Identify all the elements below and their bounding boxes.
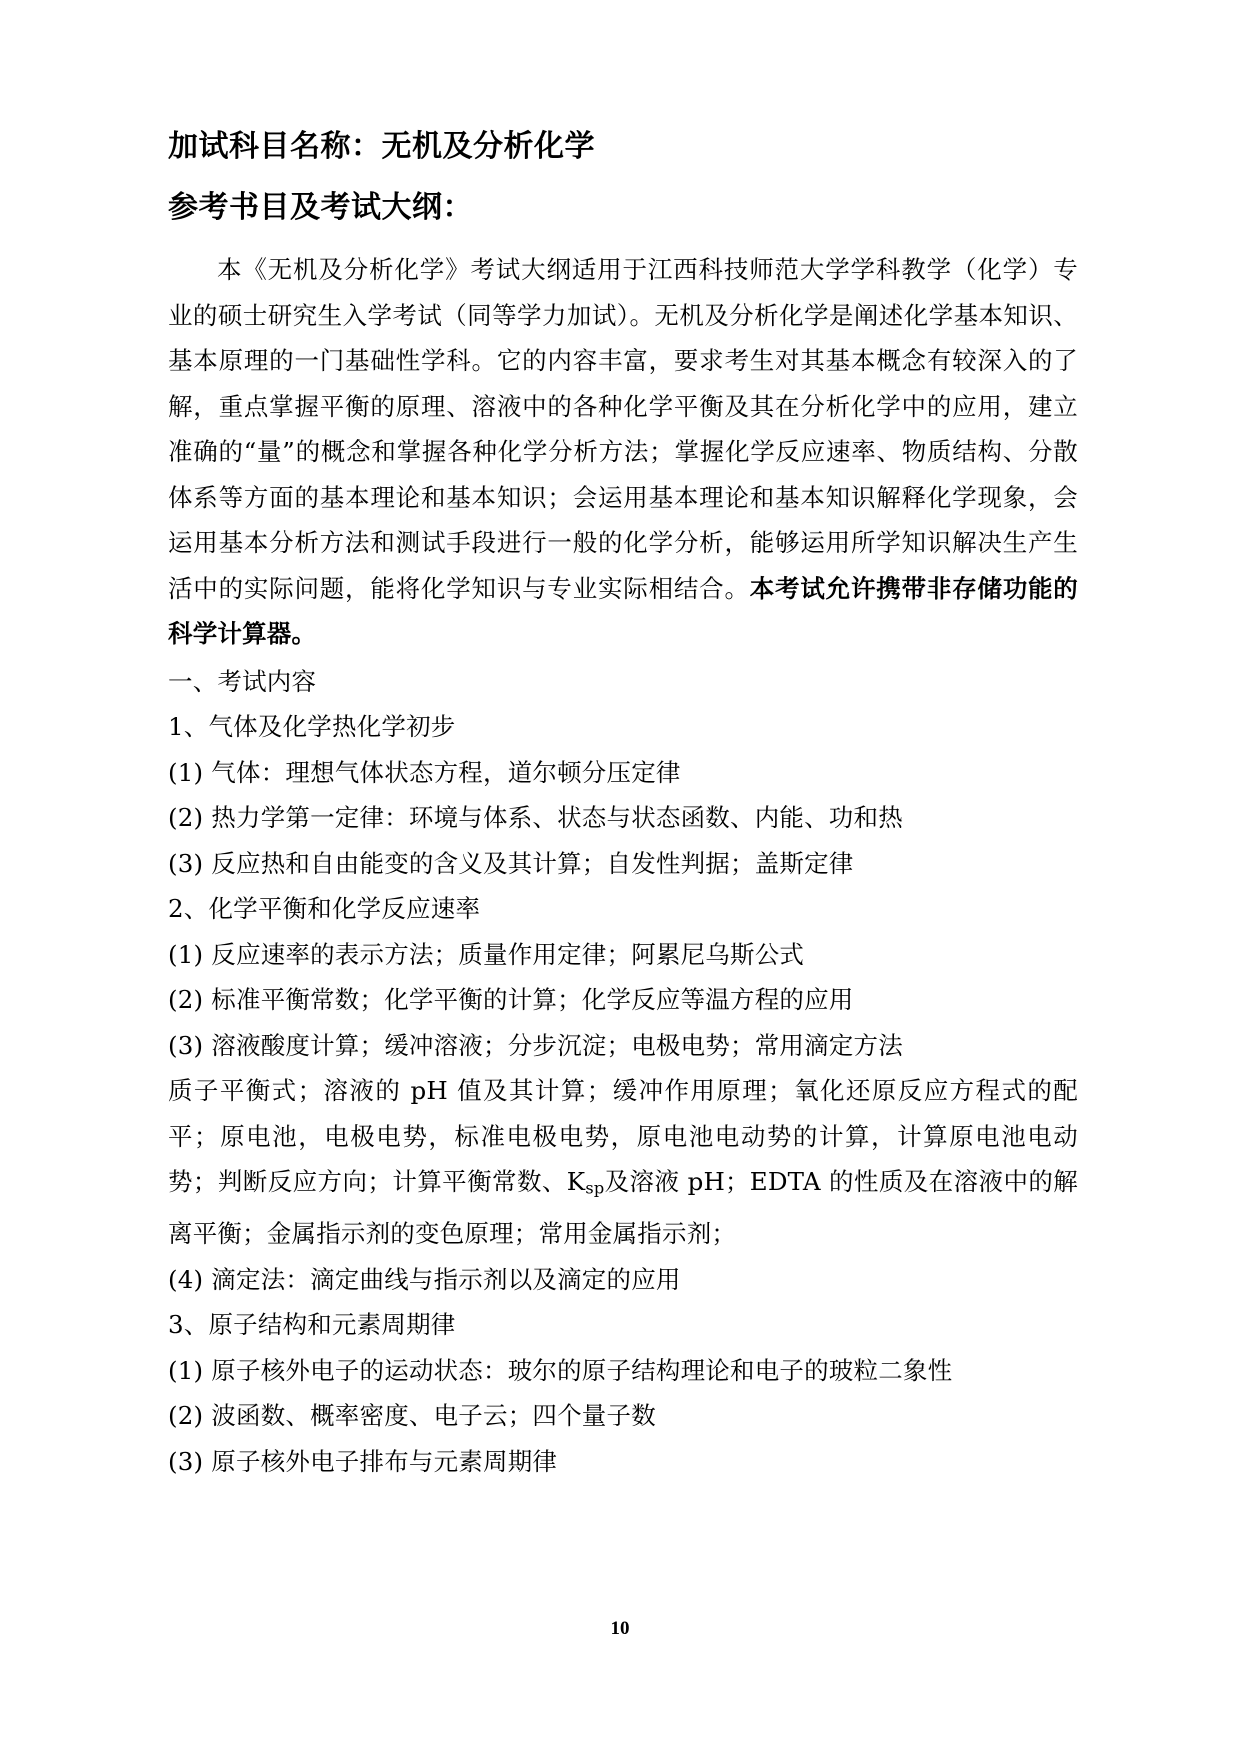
topic-2-item-1: (1) 反应速率的表示方法；质量作用定律；阿累尼乌斯公式 [168, 939, 805, 969]
topic-3-item-1: (1) 原子核外电子的运动状态：玻尔的原子结构理论和电子的玻粒二象性 [168, 1355, 953, 1385]
topic-2-item-2: (2) 标准平衡常数；化学平衡的计算；化学反应等温方程的应用 [168, 985, 854, 1014]
document-content [168, 124, 1078, 1484]
reference-heading: 参考书目及考试大纲： [168, 189, 473, 225]
topic-3-item-3: (3) 原子核外电子排布与元素周期律 [168, 1446, 558, 1476]
topic-2-item-3: (3) 溶液酸度计算；缓冲溶液；分步沉淀；电极电势；常用滴定方法 [168, 1030, 903, 1060]
topic-3-item-2: (2) 波函数、概率密度、电子云；四个量子数 [168, 1401, 656, 1431]
continuation-text-after: 及溶液 pH；EDTA 的性质及在溶液中的解离平衡；金属指示剂的变色原理；常用金属指示剂； [168, 1167, 1079, 1249]
topic-1-title: 1、气体及化学热化学初步 [168, 712, 456, 741]
topic-2-continuation [168, 1068, 1078, 1257]
intro-paragraph [168, 247, 1078, 657]
topic-1-item-2: (2) 热力学第一定律：环境与体系、状态与状态函数、内能、功和热 [168, 803, 903, 832]
topic-2-title: 2、化学平衡和化学反应速率 [168, 894, 481, 923]
continuation-text-before: 质子平衡式；溶液的 pH 值及其计算；缓冲作用原理；氧化还原反应方程式的配平；原电池，电极电势，标准电极电势，原电池电动势的计算，计算原电池电动势；判断反应方向；计算平衡常数、K [168, 1076, 1078, 1196]
page-number: 10 [610, 1618, 630, 1639]
section-one-title: 一、考试内容 [168, 666, 317, 696]
intro-bold-note: 本考试允许携带非存储功能的科学计算器。 [168, 573, 1078, 648]
topic-1-item-1: (1) 气体：理想气体状态方程，道尔顿分压定律 [168, 757, 681, 787]
intro-text: 本《无机及分析化学》考试大纲适用于江西科技师范大学学科教学（化学）专业的硕士研究生入学考试（同等学力加试）。无机及分析化学是阐述化学基本知识、基本原理的一门基础性学科。它的内容丰富，要求考生对其基本概念有较深入的了解，重点掌握平衡的原理、溶液中的各种化学平衡及其在分析化学中的应用，建立准确的“量”的概念和掌握各种化学分析方法；掌握化学反应速率、物质结构、分散体系等方面的基本理论和基本知识；会运用基本理论和基本知识解释化学现象，会运用基本分析方法和测试手段进行一般的化学分析，能够运用所学知识解决生产生活中的实际问题，能将化学知识与专业实际相结合。 [168, 255, 1078, 603]
topic-2-item-4: (4) 滴定法：滴定曲线与指示剂以及滴定的应用 [168, 1264, 681, 1294]
topic-1-item-3: (3) 反应热和自由能变的含义及其计算；自发性判据；盖斯定律 [168, 848, 854, 878]
topic-3-title: 3、原子结构和元素周期律 [168, 1310, 456, 1340]
page-title: 加试科目名称：无机及分析化学 [168, 129, 595, 164]
ksp-subscript: sp [585, 1178, 605, 1198]
